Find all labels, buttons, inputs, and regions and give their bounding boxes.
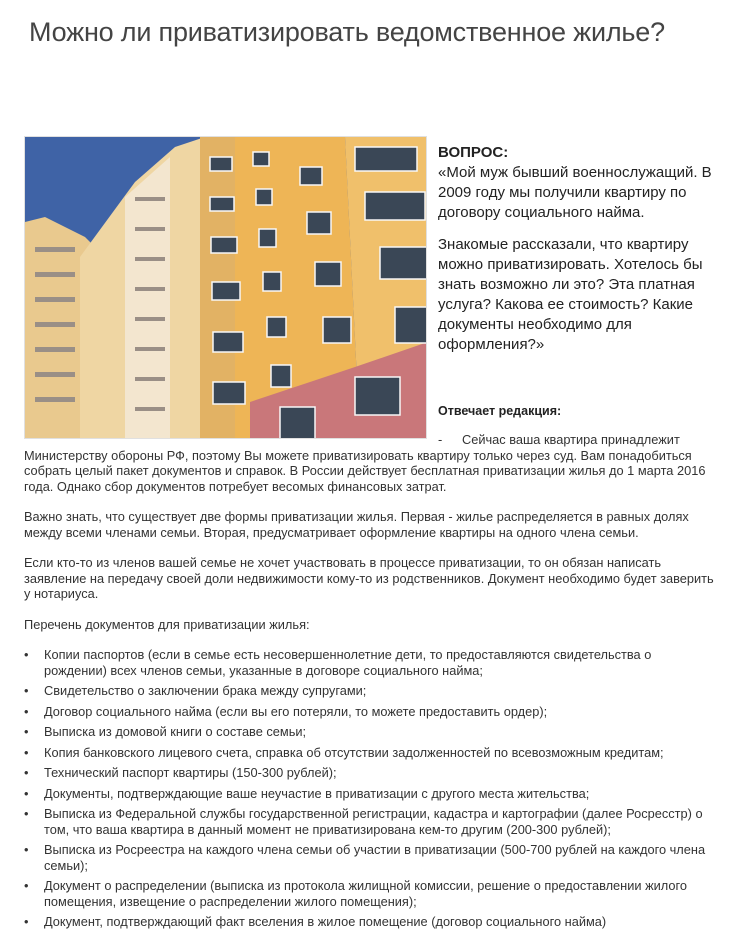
list-item: • Документ о распределении (выписка из протокола жилищной комиссии, решение о предоставлении жилого помещения, извещение о распределении жилого помещения); (24, 878, 688, 909)
list-item: • Документ, подтверждающий факт вселения в жилое помещение (договор социального найма) (24, 914, 607, 929)
question-paragraph: «Мой муж бывший военнослужащий. В 2009 году мы получили квартиру по договору социального найма. (438, 164, 712, 221)
answer-body (24, 432, 714, 935)
question-paragraph: Знакомые рассказали, что квартиру можно приватизировать. Хотелось бы знать возможно ли это? Эта платная услуга? Какова ее стоимость? Какие документы необходимо для оформления?» (438, 236, 703, 353)
bullet-icon: • (24, 914, 29, 929)
bullet-icon: • (24, 765, 29, 780)
bullet-icon: • (24, 744, 29, 760)
list-item: • Технический паспорт квартиры (150-300 рублей); (24, 765, 337, 780)
answer-label: Отвечает редакция: (438, 404, 562, 418)
building-photo (24, 136, 427, 439)
bullet-icon: • (24, 647, 29, 662)
reader-question (438, 143, 728, 355)
question-label: ВОПРОС: (438, 144, 509, 161)
list-item: • Документы, подтверждающие ваше неучастие в приватизации с другого места жительства; (24, 785, 590, 801)
list-item: • Выписка из Росреестра на каждого члена семьи об участии в приватизации (500-700 рублей на каждого члена семьи); (24, 842, 706, 873)
list-item: • Выписка из домовой книги о составе семьи; (24, 724, 307, 739)
building-image (25, 137, 427, 439)
article-title: Можно ли приватизировать ведомственное жилье? (29, 17, 665, 47)
list-item: • Свидетельство о заключении брака между супругами; (24, 683, 367, 698)
bullet-icon: • (24, 785, 29, 801)
answer-paragraph: - Сейчас ваша квартира принадлежит Министерству обороны РФ, поэтому Вы можете приватизировать квартиру только через суд. Вам понадобиться собрать целый пакет документов и справок. В России действует бесплатная приватизации жилья до 1 марта 2016 года. Однако сбор документов потребует весомых финансовых затрат. (24, 432, 706, 494)
list-item: • Договор социального найма (если вы его потеряли, то можете предоставить ордер); (24, 703, 548, 719)
bullet-icon: • (24, 703, 29, 719)
bullet-icon: • (24, 842, 29, 857)
answer-first-line: - Сейчас ваша квартира принадлежит (438, 432, 680, 447)
answer-paragraph: Если кто-то из членов вашей семье не хочет участвовать в процессе приватизации, то он обязан написать заявление на передачу своей доли недвижимости кому-то из родственников. Документ необходимо будет заверить у нотариуса. (24, 555, 714, 601)
bullet-icon: • (24, 683, 29, 698)
list-item: • Выписка из Федеральной службы государственной регистрации, кадастра и картографии (далее Росресстр) о том, что ваша квартира в данный момент не приватизирована кем-то другим (200-300 рублей); (24, 806, 703, 837)
bullet-icon: • (24, 878, 29, 893)
answer-paragraph: Важно знать, что существует две формы приватизации жилья. Первая - жилье распределяется в равных долях между всеми членами семьи. Вторая, предусматривает оформление квартиры на одного члена семьи. (24, 509, 689, 540)
documents-list (24, 647, 714, 930)
bullet-icon: • (24, 806, 29, 821)
list-item: • Копия банковского лицевого счета, справка об отсутствии задолженностей по всевозможным кредитам; (24, 744, 664, 760)
dash-mark: - (438, 432, 443, 447)
bullet-icon: • (24, 724, 29, 739)
documents-list-intro: Перечень документов для приватизации жилья: (24, 616, 310, 632)
list-item: • Копии паспортов (если в семье есть несовершеннолетние дети, то предоставляются свидетельства о рождении) всех членов семьи, указанные в договоре социального найма; (24, 647, 652, 678)
